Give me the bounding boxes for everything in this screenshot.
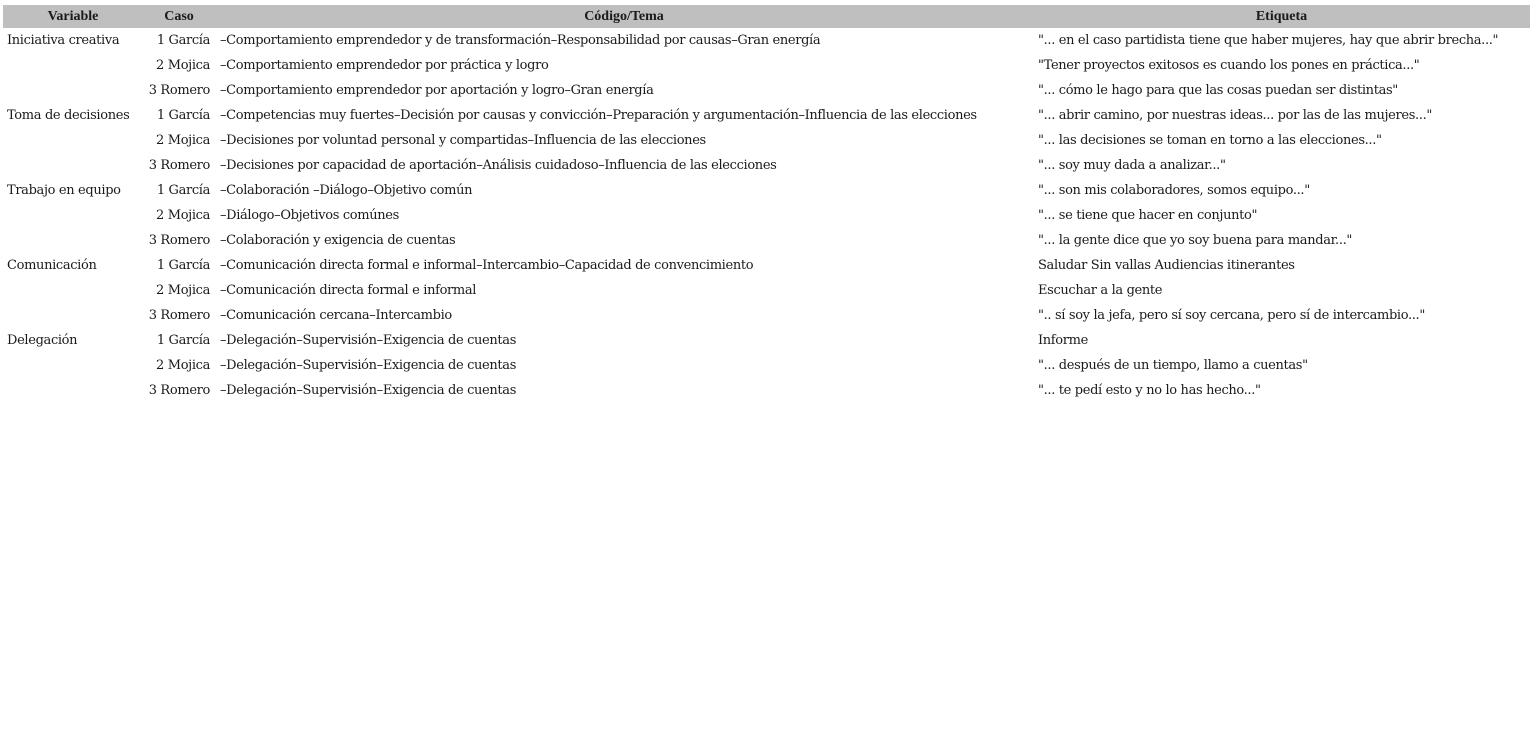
variable-cell	[3, 78, 143, 103]
codigo-cell: –Diálogo–Objetivos comúnes	[220, 208, 399, 223]
codigo-cell: –Delegación–Supervisión–Exigencia de cuentas	[220, 383, 517, 398]
codigo-cell: –Comportamiento emprendedor por práctica y logro	[220, 58, 549, 73]
table-row	[3, 178, 1530, 203]
caso-cell: 3 Romero	[148, 83, 210, 98]
header-row	[3, 5, 1530, 28]
header-variable: Variable	[47, 8, 99, 24]
caso-cell: 2 Mojica	[156, 208, 210, 223]
table-row	[3, 353, 1530, 378]
caso-cell: 1 García	[156, 108, 210, 123]
etiqueta-cell: "Tener proyectos exitosos es cuando los pones en práctica..."	[1038, 58, 1420, 73]
table-row	[3, 278, 1530, 303]
variable-cell	[3, 353, 143, 378]
etiqueta-cell: "... son mis colaboradores, somos equipo..."	[1038, 183, 1310, 198]
table-row	[3, 303, 1530, 328]
table-row	[3, 228, 1530, 253]
etiqueta-cell: Escuchar a la gente	[1038, 283, 1163, 298]
coding-table-container	[3, 5, 1530, 403]
table-body	[3, 28, 1530, 403]
etiqueta-cell: "... después de un tiempo, llamo a cuentas"	[1038, 358, 1308, 373]
variable-cell: Iniciativa creativa	[7, 33, 120, 48]
header-etiqueta: Etiqueta	[1255, 8, 1308, 24]
etiqueta-cell: ".. sí soy la jefa, pero sí soy cercana, pero sí de intercambio..."	[1038, 308, 1425, 323]
table-row	[3, 328, 1530, 353]
variable-cell	[3, 378, 143, 403]
variable-cell	[3, 153, 143, 178]
etiqueta-cell: Informe	[1038, 333, 1088, 348]
table-row	[3, 78, 1530, 103]
table-row	[3, 53, 1530, 78]
codigo-cell: –Competencias muy fuertes–Decisión por causas y convicción–Preparación y argumentación–Influencia de las elecciones	[220, 108, 977, 123]
caso-cell: 3 Romero	[148, 158, 210, 173]
table-row	[3, 153, 1530, 178]
codigo-cell: –Comunicación directa formal e informal–Intercambio–Capacidad de convencimiento	[220, 258, 754, 273]
table-row	[3, 378, 1530, 403]
variable-cell	[3, 278, 143, 303]
etiqueta-cell: "... la gente dice que yo soy buena para mandar..."	[1038, 233, 1353, 248]
codigo-cell: –Comportamiento emprendedor por aportación y logro–Gran energía	[220, 83, 654, 98]
codigo-cell: –Decisiones por voluntad personal y compartidas–Influencia de las elecciones	[220, 133, 706, 148]
etiqueta-cell: "... te pedí esto y no lo has hecho..."	[1038, 383, 1261, 398]
variable-cell	[3, 228, 143, 253]
variable-cell	[3, 53, 143, 78]
codigo-cell: –Decisiones por capacidad de aportación–Análisis cuidadoso–Influencia de las elecciones	[220, 158, 777, 173]
variable-cell: Comunicación	[7, 258, 97, 273]
codigo-cell: –Delegación–Supervisión–Exigencia de cuentas	[220, 358, 517, 373]
etiqueta-cell: "... abrir camino, por nuestras ideas... por las de las mujeres..."	[1038, 108, 1432, 123]
variable-cell	[3, 128, 143, 153]
table-row	[3, 203, 1530, 228]
variable-cell: Trabajo en equipo	[7, 183, 121, 198]
table-row	[3, 103, 1530, 128]
variable-cell: Toma de decisiones	[7, 108, 130, 123]
codigo-cell: –Comunicación cercana–Intercambio	[220, 308, 452, 323]
caso-cell: 2 Mojica	[156, 358, 210, 373]
etiqueta-cell: Saludar Sin vallas Audiencias itinerantes	[1038, 258, 1295, 273]
codigo-cell: –Comunicación directa formal e informal	[220, 283, 477, 298]
variable-cell	[3, 203, 143, 228]
etiqueta-cell: "... soy muy dada a analizar..."	[1038, 158, 1226, 173]
caso-cell: 2 Mojica	[156, 58, 210, 73]
codigo-cell: –Comportamiento emprendedor y de transformación–Responsabilidad por causas–Gran energía	[220, 33, 821, 48]
caso-cell: 2 Mojica	[156, 283, 210, 298]
header-codigo-tema: Código/Tema	[584, 8, 664, 24]
etiqueta-cell: "... se tiene que hacer en conjunto"	[1038, 208, 1258, 223]
caso-cell: 3 Romero	[148, 308, 210, 323]
table-row	[3, 128, 1530, 153]
table-row	[3, 28, 1530, 53]
coding-table	[3, 5, 1530, 403]
variable-cell	[3, 303, 143, 328]
table-header	[3, 5, 1530, 28]
codigo-cell: –Colaboración y exigencia de cuentas	[220, 233, 456, 248]
caso-cell: 1 García	[156, 258, 210, 273]
etiqueta-cell: "... en el caso partidista tiene que haber mujeres, hay que abrir brecha..."	[1038, 33, 1499, 48]
codigo-cell: –Delegación–Supervisión–Exigencia de cuentas	[220, 333, 517, 348]
etiqueta-cell: "... las decisiones se toman en torno a las elecciones..."	[1038, 133, 1382, 148]
caso-cell: 3 Romero	[148, 233, 210, 248]
caso-cell: 1 García	[156, 183, 210, 198]
caso-cell: 3 Romero	[148, 383, 210, 398]
caso-cell: 1 García	[156, 33, 210, 48]
table-row	[3, 253, 1530, 278]
caso-cell: 2 Mojica	[156, 133, 210, 148]
variable-cell: Delegación	[7, 333, 78, 348]
etiqueta-cell: "... cómo le hago para que las cosas puedan ser distintas"	[1038, 83, 1398, 98]
caso-cell: 1 García	[156, 333, 210, 348]
header-caso: Caso	[164, 8, 194, 24]
codigo-cell: –Colaboración –Diálogo–Objetivo común	[220, 183, 473, 198]
